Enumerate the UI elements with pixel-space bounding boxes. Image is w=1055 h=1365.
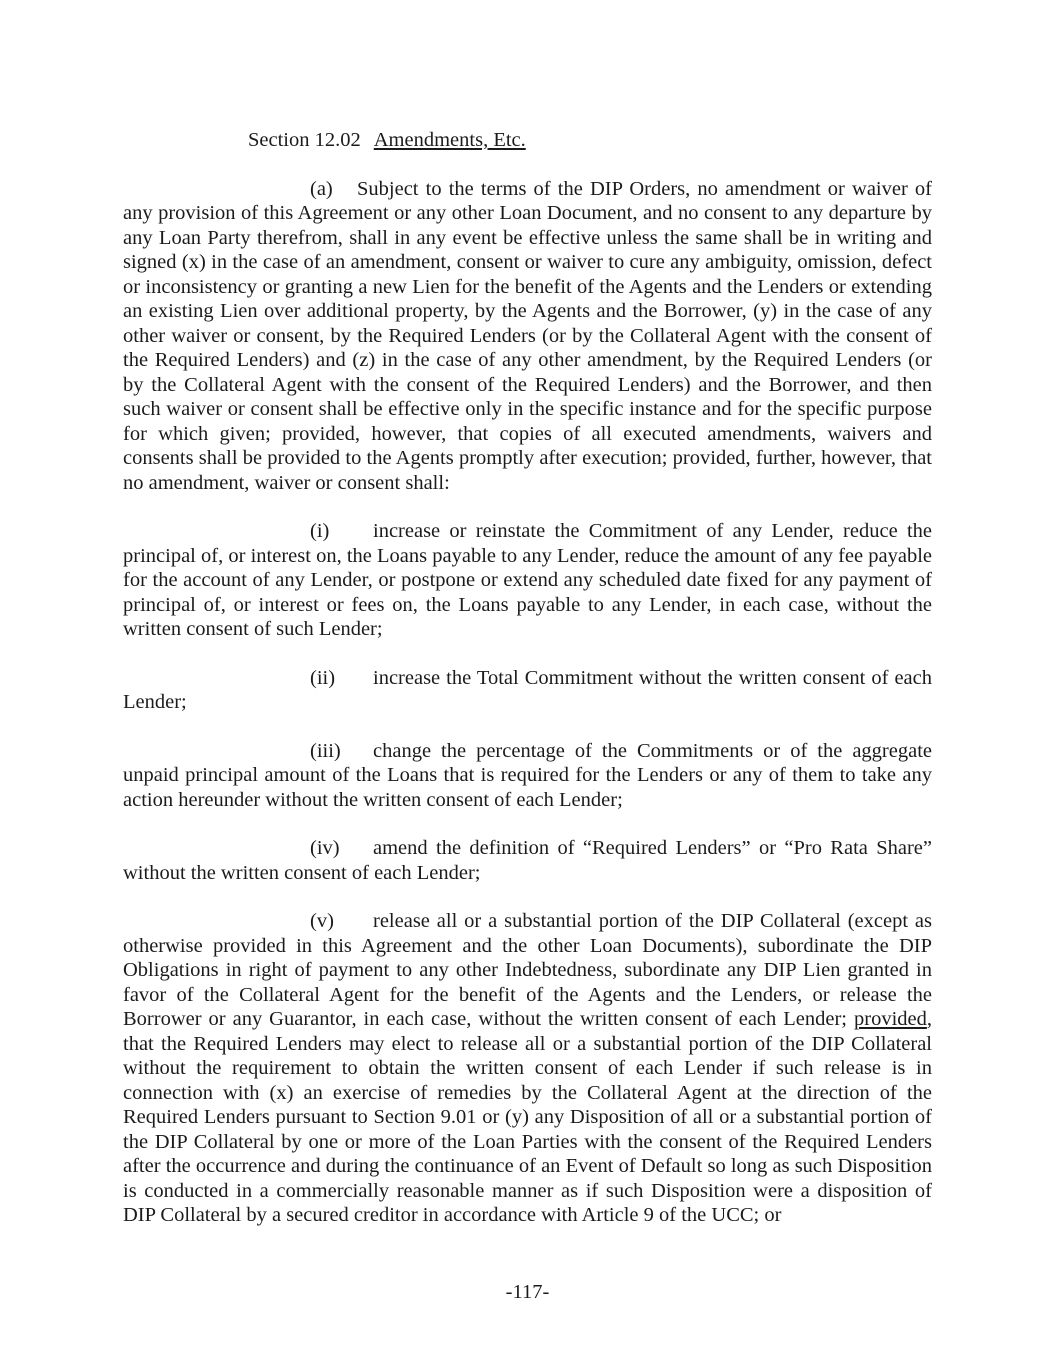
paragraph-text: release all or a substantial portion of the DIP Collateral (except as otherwise provided in this Agreement and the other Loan Documents), subordinate the DIP Obligations in right of payment to any other Indebtedness, subordinate any DIP Lien granted in favor of the Collateral Agent for the benefit of the Agents and the Lenders, or release the Borrower or any Guarantor, in each case, without the written consent of each Lender; [123,910,932,1030]
paragraph-iii [123,739,932,813]
paragraph-label: (ii) [310,666,336,689]
paragraph-text: Subject to the terms of the DIP Orders, no amendment or waiver of any provision of this Agreement or any other Loan Document, and no consent to any departure by any Loan Party therefrom, shall in any event be effective unless the same shall be in writing and signed (x) in the case of an amendment, consent or waiver to cure any ambiguity, omission, defect or inconsistency or granting a new Lien for the benefit of the Agents and the Lenders or extending an existing Lien over additional property, by the Agents and the Borrower, (y) in the case of any other waiver or consent, by the Required Lenders (or by the Collateral Agent with the consent of the Required Lenders) and (z) in the case of any other amendment, by the Required Lenders (or by the Collateral Agent with the consent of the Required Lenders) and the Borrower, and then such waiver or consent shall be effective only in the specific instance and for the specific purpose for which given; provided, however, that copies of all executed amendments, waivers and consents shall be provided to the Agents promptly after execution; provided, further, however, that no amendment, waiver or consent shall: [123,177,932,494]
paragraph-v [123,909,932,1228]
paragraph-label: (iii) [310,739,341,762]
document-content [123,128,932,1228]
section-heading [123,128,932,153]
page-number: -117- [505,1281,550,1303]
paragraph-i [123,519,932,642]
section-title: Amendments, Etc. [373,129,526,151]
paragraph-text: amend the definition of “Required Lenders” or “Pro Rata Share” without the written consent of each Lender; [123,837,932,884]
paragraph-text-underlined: provided [854,1008,927,1030]
paragraph-label: (iv) [310,837,340,859]
paragraph-text: increase or reinstate the Commitment of any Lender, reduce the principal of, or interest on, the Loans payable to any Lender, reduce the amount of any fee payable for the account of any Lender, or postpone or extend any scheduled date fixed for any payment of principal of, or interest or fees on, the Loans payable to any Lender, in each case, without the written consent of such Lender; [123,520,932,640]
paragraph-text: , that the Required Lenders may elect to release all or a substantial portion of the DIP Collateral without the requirement to obtain the written consent of each Lender if such release is in connection with (x) an exercise of remedies by the Collateral Agent at the direction of the Required Lenders pursuant to Section 9.01 or (y) any Disposition of all or a substantial portion of the DIP Collateral by one or more of the Loan Parties with the consent of the Required Lenders after the occurrence and during the continuance of an Event of Default so long as such Disposition is conducted in a commercially reasonable manner as if such Disposition were a disposition of DIP Collateral by a secured creditor in accordance with Article 9 of the UCC; or [123,1008,932,1226]
page-footer [0,1280,1055,1305]
paragraph-label: (i) [310,520,330,542]
paragraph-label: (a) [310,177,333,200]
paragraph-label: (v) [310,910,334,932]
section-number: Section 12.02 [248,129,361,151]
paragraph-text: increase the Total Commitment without the written consent of each Lender; [123,666,932,713]
paragraph-ii [123,666,932,715]
paragraph-iv [123,836,932,885]
paragraph-a [123,177,932,496]
paragraph-text: change the percentage of the Commitments or of the aggregate unpaid principal amount of the Loans that is required for the Lenders or any of them to take any action hereunder without the written consent of each Lender; [123,739,932,811]
